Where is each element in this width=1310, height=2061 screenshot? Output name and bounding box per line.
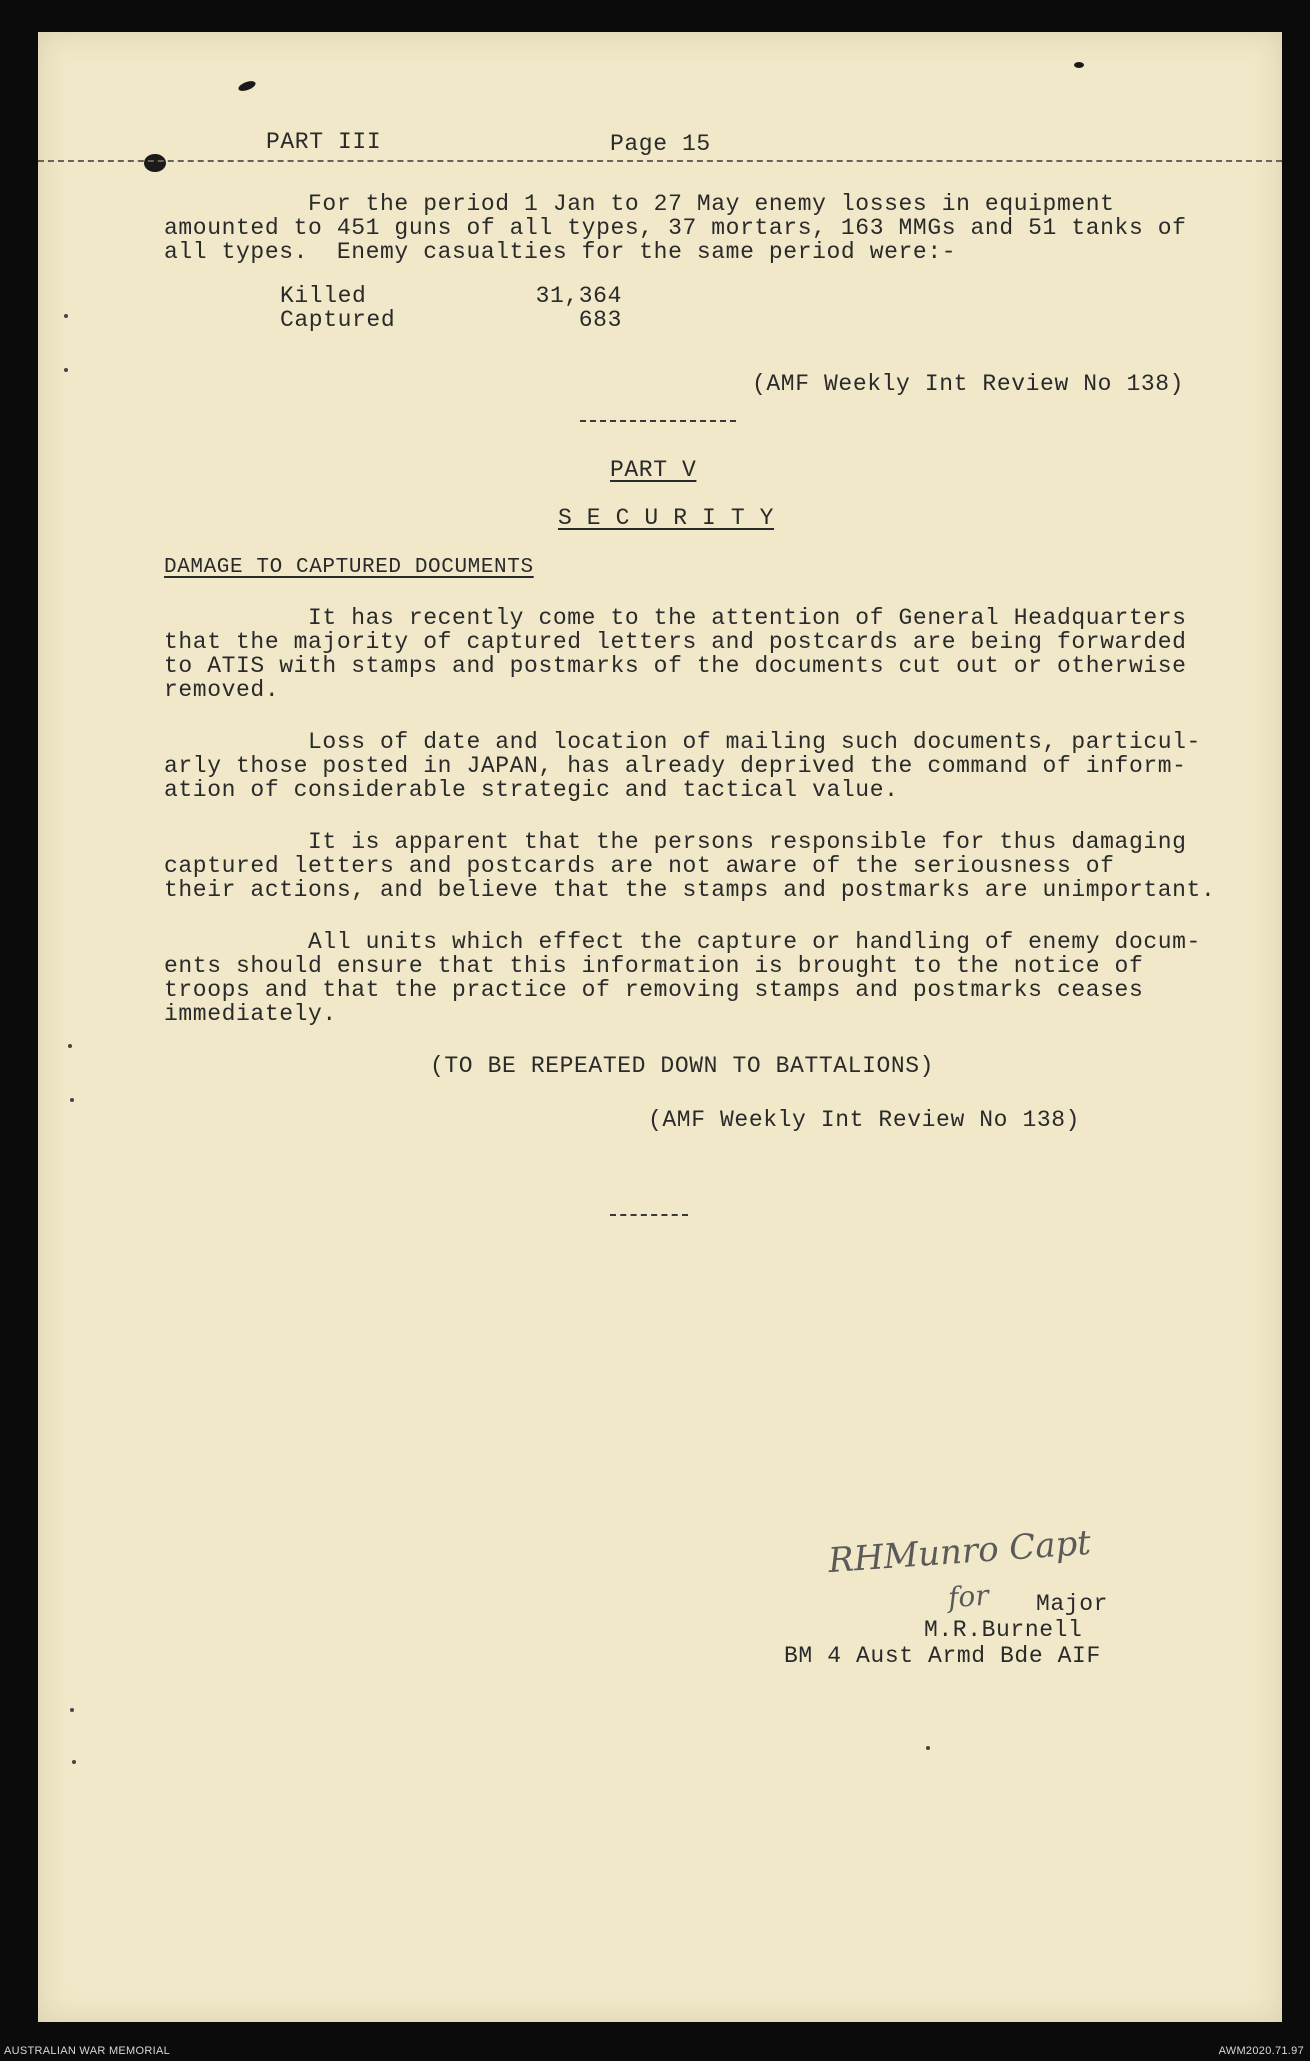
source-citation: (AMF Weekly Int Review No 138) [752,371,1185,397]
handwritten-signature: RHMunro Capt [826,1522,1093,1582]
punch-mark [68,1044,72,1048]
handwritten-for: for [946,1578,990,1615]
punch-mark [64,314,68,318]
footer-archive-label: AUSTRALIAN WAR MEMORIAL [4,2045,171,2057]
paragraph-line: immediately. [164,1001,337,1027]
punch-mark [72,1760,76,1764]
paragraph-line: captured letters and postcards are not aware of the seriousness of [164,853,1115,879]
header-page: Page 15 [610,131,711,157]
intro-line: all types. Enemy casualties for the same period were:- [164,239,957,265]
paragraph-line: that the majority of captured letters and postcards are being forwarded [164,629,1187,655]
signatory-rank: Major [1036,1591,1109,1617]
paragraph-line: their actions, and believe that the stamps and postmarks are unimportant. [164,877,1216,903]
punch-mark [70,1098,74,1102]
part-title: PART V [610,457,697,483]
header-part: PART III [266,129,382,155]
ink-blot [1074,62,1084,68]
ink-blot [144,154,166,172]
section-title: S E C U R I T Y [558,505,775,531]
paragraph-line: removed. [164,677,280,703]
section-divider [580,420,736,422]
paragraph-line: to ATIS with stamps and postmarks of the documents cut out or otherwise [164,653,1187,679]
paragraph-line: All units which effect the capture or handling of enemy docum- [164,929,1201,955]
paragraph-line: It is apparent that the persons responsible for thus damaging [164,829,1187,855]
paragraph-line: Loss of date and location of mailing such documents, particul- [164,729,1201,755]
paragraph-line: ents should ensure that this information is brought to the notice of [164,953,1144,979]
intro-line: amounted to 451 guns of all types, 37 mortars, 163 MMGs and 51 tanks of [164,215,1187,241]
punch-mark [64,368,68,372]
intro-line: For the period 1 Jan to 27 May enemy losses in equipment [164,191,1115,217]
document-page [38,32,1282,2022]
paragraph-line: troops and that the practice of removing stamps and postmarks ceases [164,977,1144,1003]
footer-accession: AWM2020.71.97 [1218,2045,1304,2057]
punch-mark [70,1708,74,1712]
paragraph-line: arly those posted in JAPAN, has already deprived the command of inform- [164,753,1187,779]
end-divider [610,1214,688,1216]
signatory-unit: BM 4 Aust Armd Bde AIF [784,1643,1101,1669]
source-citation: (AMF Weekly Int Review No 138) [648,1107,1081,1133]
header-divider [38,160,1282,162]
casualty-value: 31,364 [535,283,622,309]
punch-mark [926,1746,930,1750]
casualty-label: Killed [280,283,367,309]
repeat-note: (TO BE REPEATED DOWN TO BATTALIONS) [430,1053,935,1079]
paragraph-line: ation of considerable strategic and tactical value. [164,777,899,803]
casualty-value: 683 [578,307,622,333]
subheading: DAMAGE TO CAPTURED DOCUMENTS [164,556,534,579]
casualty-label: Captured [280,307,396,333]
signatory-name: M.R.Burnell [924,1617,1083,1643]
paragraph-line: It has recently come to the attention of General Headquarters [164,605,1187,631]
ink-blot [237,79,257,93]
